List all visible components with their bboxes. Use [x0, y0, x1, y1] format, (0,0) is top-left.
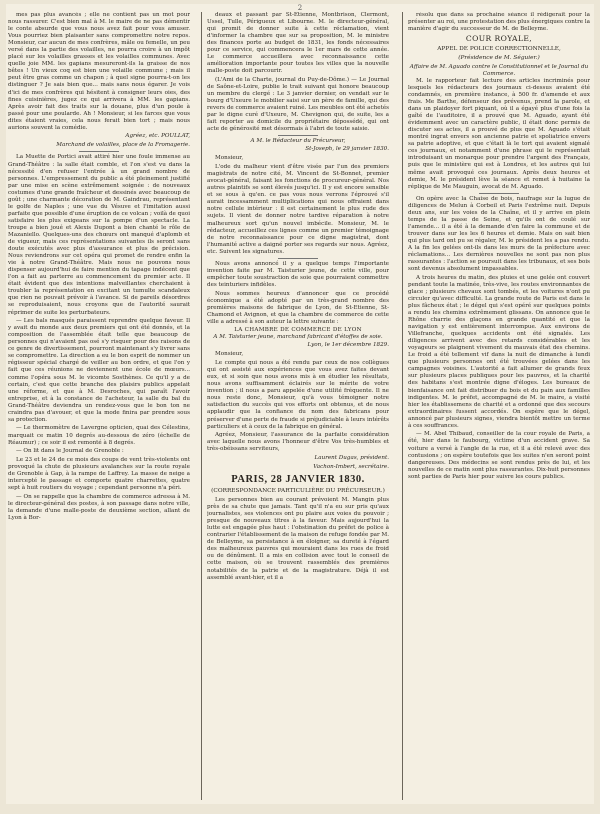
- section-subheading: APPEL DE POLICE CORRECTIONNELLE,: [437, 45, 561, 52]
- signature-title: Marchand de volailles, place de la Fromagerie.: [56, 142, 190, 149]
- column-1: [8, 12, 190, 802]
- column-divider-2: [402, 12, 403, 800]
- article-paragraph: (L'Ami de la Charte, journal du Puy-de-Dôme.) — Le Journal de Saône-et-Loire, publie le trait suivant qui honore beaucoup un membre du clergé : Le 3 janvier dernier, on vendait sur le bourg d'Uxeure le mobilier saisi sur un père de famille, qui des revers de commerce avaient ruiné. Les meubles ont été achetés par le digne curé d'Uxeure, M. Chevignon qui, de suite, les a fait reporter au domicile du propriétaire dépossédé, qui ont acte de générosité met désormais à l'abri de toute saisie.: [207, 77, 389, 133]
- article-paragraph: Agréez, Monsieur, l'assurance de la parfaite considération avec laquelle nous avons l'honneur d'être Vos très-humbles et très-obéissans serviteurs,: [207, 432, 389, 453]
- article-paragraph: Monsieur,: [215, 155, 244, 162]
- letter-header: A M. le Rédacteur du Précurseur,: [250, 138, 346, 145]
- article-paragraph: L'ode du malheur vient d'être visée par l'un des premiers magistrats de notre cité, M. Vincent de St-Bonnet, premier avocat-général, faisant les fonctions de procureur-général. Nos autres plaintifs se sont élevés jusqu'ici. Il y est encore sensible et se sous à qu'en. ce pas vous nous verrons l'éprouvé s'il aurait incessamment multiplications qui nous offraient dans notre cellule intérieur : il est certainement le plus rude des sujets. Il vient de donner notre tardive réparation à notre malheureux sort qu'un nouvel imbécile. Monsieur, M. le rédacteur, accueillez ces lignes comme un premier témoignage de notre reconnaissance pour ce digne magistrat, dont l'humanité active a daigné porter ses regards sur nous. Agréez, etc. Suivent les signatures.: [207, 164, 389, 255]
- article-paragraph: résolu que dans sa prochaine séance il rédigerait pour la présenter au roi, une protestation des plus énergiques contre la manière d'agir du successeur de M. de Belleyme.: [408, 12, 590, 33]
- letter-header: LA CHAMBRE DE COMMERCE DE LYON: [234, 327, 362, 334]
- article-paragraph: — Le thermomètre de Lavergne opticien, quai des Célestins, marquait ce matin 10 degrés au-dessous de zéro (échelle de Réaumur) ; ce soir il est remonté à 8 degrés.: [8, 425, 190, 446]
- letter-recipient: A M. Taisturier jeune, marchand fabricant d'étoffes de soie.: [213, 334, 383, 341]
- article-paragraph: — M. Abel Thibaud, conseiller de la cour royale de Paris, a été, hier dans le faubourg, victime d'un accident grave. Sa voiture a versé à l'angle de la rue, et il a été relevé avec des contusions ; on espère toutefois que les suites n'en seront point dangereuses. Des médecins se sont rendus près de lui, et les nouvelles de ce matin sont plus rassurantes. Dix-huit personnes sont parties de Paris hier pour suivre les cours publics.: [408, 431, 590, 480]
- article-paragraph: Nous avons annoncé il y a quelque temps l'importante invention faite par M. Taisturier jeune, de cette ville, pour empêcher toute soustraction de soie que pourraient commettre des teinturiers infidèles.: [207, 260, 389, 288]
- letter-date: St-Joseph, le 29 janvier 1830.: [305, 146, 389, 153]
- article-paragraph: On opère avec la Chaise de bois, naufrage sur la lugue de diligences de Melun à Corbeil et Paris l'extrême nuit. Depuis deux ans, sur les voies de la Chaîne, et il y arrive en plein temps de la passe de Seine, et qu'ils ont de coulé sur l'amende... il a été à la demande d'en faire la commune et de trouver dans sur les les 6 heures et demie. Mais on sait bien qui plus tard ont pu se régaler, M. le président les a pas rendu. A la fin les gelées ont-ils dans les murs de la préfecture avec réclamations... Les dernières nouvelles ne sont pas non plus rassurantes : l'action se poursuit dans les tribunaux, et ses bois sont devenus absolument impassables.: [408, 195, 590, 273]
- article-paragraph: deaux et passant par St-Etienne, Montbrison, Clermont, Ussel, Tulle, Périgueux et Libourne. M. le directeur-général, qui promit de donner suite à cette réclamation, vient d'informer la chambre que sur sa proposition, M. le ministre des finances porte au budget de 1831, les fonds nécessaires pour ce service, qui commencera le 1er mars de cette année. Le commerce accueillera avec reconnaissance cette amélioration importante pour toutes les villes que la nouvelle malle-poste doit parcourir.: [207, 12, 389, 75]
- separator: [278, 258, 318, 259]
- article-paragraph: M. le rapporteur fait lecture des articles incriminés pour lesquels les rédacteurs des journaux ci-dessus avaient été condamnés, en première instance, à 500 fr. d'amende et aux frais. Me Barthe, défenseur des prévenus, prend la parole, et dans un plaidoyer fort piquant, où il a égayé plus d'une fois la gaîté de l'auditoire, il a prouvé que M. Aguado, ayant été évidemment avec un caractère public, il était donc permis de discuter ses actes, il a prouvé de plus que M. Aguado s'était montré ingrat envers son ancienne patrie et spoliatrice envers sa patrie adoptive, et que c'était là le tort qui avaient signalé ces journaux, et notamment d'une phrase qui le représentait introduisant un monarque pour prendre l'argent des Français, puis que le ministère qui est à Londres, et les autres qui lui même avait provoqué ces journaux. Après deux heures et demie, M. le président lève la séance et remet à huitaine la réplique de Me Mauguin, avocat de M. Aguado.: [408, 77, 590, 190]
- page-number: 2: [297, 4, 303, 12]
- separator: [479, 193, 519, 194]
- letter-date: Lyon, le 1er décembre 1829.: [307, 342, 389, 349]
- separator: [79, 151, 119, 152]
- article-paragraph: La Muette de Portici avait attiré hier une foule immense au Grand-Théâtre : la salle était comble, et l'on s'est vu dans la nécessité d'en refuser l'entrée à un grand nombre de personnes. L'empressement du public a été pleinement justifié par une mise en scène extrêmement soignée : de nouveaux costumes d'une grande fraîcheur et dessinés avec beaucoup de goût ; une charmante décoration de M. Gaindrau, représentant le golfe de Naples ; une vue du Vésuve et l'imitation aussi parfaite que possible d'une éruption de ce volcan ; voilà de quoi satisfaire les plus exigeans sur la pompe d'un spectacle. La troupe a bien joué et Alexis Dupont a bien chanté le rôle de Mazaniello. Quelques-uns des chœurs ont manqué d'aplomb et de vigueur, mais ces représentations suivantes ils seront sans doute exécutés avec plus d'assurance et plus de précision. Nous reviendrons sur cet opéra qui promet de rendre enfin la vie à notre Grand-Théâtre. Mais nous ne pouvons nous dispenser aujourd'hui de faire mention du tapage indécent que l'on a fait au parterre au commencement du premier acte. Il était évident que des intentions malveillantes cherchaient à troubler la représentation en excitant un tumulte scandaleux que rien ne pouvait prévoir à l'avance. Si de pareils désordres se reproduisaient, nous croyons que de l'autorité saurait réprimer de suite les perturbateurs.: [8, 154, 190, 316]
- article-paragraph: Les personnes bien au courant prévoient M. Mangin plus près de sa chute que jamais. Tant qu'il n'a eu sur pris qu'aux journalistes, ses violences ont pu plaire aux voies du pouvoir ; presque de nouveaux titres à la faveur. Mais aujourd'hui la lutte est engagée plus haut : l'obstination du préfet de police à contrarier l'établissement de la maison de refuge fondée par M. de Belleyme, sa persistance à en éloigner, sa dureté à l'égard des malheureux pauvres qui mouraient dans les rues de froid ou de dénûment. Il a mis en collision avec tout le conseil de cette maison, où se trouvent rassemblés des premières notabilités de la patrie et de la magistrature. Déjà il est assemblé avant-hier, et il a: [207, 497, 389, 581]
- signature: Laurent Dugas, président.: [314, 454, 389, 461]
- section-subheading: (CORRESPONDANCE PARTICULIÈRE DU PRÉCURSEUR.): [211, 488, 385, 495]
- signature: Agréez, etc. POULLAT,: [125, 133, 190, 140]
- case-title: Affaire de M. Aguado contre le Constitutionnel et le Journal du Commerce.: [409, 63, 589, 77]
- section-heading: PARIS, 28 JANVIER 1830.: [231, 474, 365, 486]
- article-paragraph: A trois heures du matin, des pluies et une gelée ont couvert pendant toute la matinée, très-vive, les routes environnantes de glace ; plusieurs chevaux sont tombés, et les voitures n'ont pu circuler qu'avec difficulté. La grande route de Paris est dans le plus fâcheux état ; le dégel qui s'est opéré sur quelques points a rendu les chemins extrêmement glissans. On annonce que le Rhône charrie des glaçons en grande quantité et que la navigation y est entièrement interrompue. Aux environs de Villefranche, quelques accidents ont été signalés. Les diligences arrivent avec des retards considérables et les voyageurs se plaignent vivement du mauvais état des chemins. Le froid a été tellement vif dans la nuit de dimanche à lundi que plusieurs personnes ont été trouvées gelées dans les campagnes voisines. L'autorité a fait allumer de grands feux sur plusieurs places publiques pour les pauvres, et la charité des habitans s'est montrée digne d'éloges. Les bureaux de bienfaisance ont fait distribuer du bois et du pain aux familles indigentes. M. le préfet, accompagné de M. le maire, a visité hier les établissemens de charité et a ordonné que des secours extraordinaires fussent accordés. On espère que le dégel, annoncé par plusieurs signes, viendra bientôt mettre un terme à ces souffrances.: [408, 274, 590, 429]
- article-paragraph: — On lit dans le Journal de Grenoble :: [16, 448, 124, 455]
- section-heading: COUR ROYALE,: [465, 34, 533, 44]
- article-paragraph: Monsieur,: [215, 351, 244, 358]
- article-paragraph: Le 23 et le 24 de ce mois des coups de vent très-violents ont provoqué la chute de plusieurs avalanches sur la route royale de Grenoble à Gap, à la rampe de Laffrey. La masse de neige a intercepté le passage et comporte quatre charrettes, quatre sept à huit routiers du voyage ; cependant personne n'a péri.: [8, 456, 190, 492]
- article-paragraph: mes pas plus avancés ; elle ne contient pas un mot pour nous rassurer. C'est bien mal à M. le maire de ne pas démentir le conte absurde que vous nous avez fait pour vous amuser. Vous pourriez bien plaisanter sans compromettre notre repos. Monsieur, car aucun de mes confrères, mâle ou femelle, un peu versé dans la partie des volailles, ne pourra croire à un impôt placé sur les volailles grasses et les volailles communes. Avec quelle joie MM. les gapians mesureront-ils la graisse de nos bêtes ! Un vieux coq est bien une volaille commune ; mais il peut être gras comme un chapon ; à quel signe pourra-t-on les distinguer ? Je sais bien que... mais sans nous égarer. Je vois d'ici de mes confrères qui hésitent à consigner leurs oies, des fines cuisinières, jugez ce qui arrivera à MM. les gapians. Après avoir fait des traits sur la douane, plus d'un poule à passé pour une poularde. Ah ! Monsieur, si les farces que vous dites étaient vraies, cela nous ferait bien tort ; mais nous aurions souvent la comédie.: [8, 12, 190, 131]
- article-paragraph: — On se rappelle que la chambre de commerce adressa à M. le directeur-général des postes, à son passage dans notre ville, la demande d'une malle-poste de deuxième section, allant de Lyon à Bor-: [8, 493, 190, 521]
- column-3: [408, 12, 590, 802]
- separator: [278, 135, 318, 136]
- column-divider-1: [201, 12, 202, 800]
- signature: Vachon-Imbert, secrétaire.: [313, 463, 389, 470]
- presidency-line: (Présidence de M. Séguier.): [458, 54, 540, 61]
- column-2: [207, 12, 389, 802]
- newspaper-page: [6, 4, 594, 804]
- article-paragraph: — Les bals masqués paraissent reprendre quelque faveur. Il y avait du monde aux deux premiers qui ont été donnés, et la composition de l'assemblée était telle que beaucoup de personnes qui n'avaient pas osé s'y risquer pour des raisons de ce genre de divertissement, pourront maintenant s'y livrer sans se compromettre. La direction a eu le bon esprit de nommer un régisseur spécial chargé de veiller au bon ordre, et que l'on y fait que ces réunions ne deviennent une école de mœurs... comme l'opéra sous M. le vicomte Sosthènes. Ce qu'il y a de certain, c'est que cette branche des plaisirs publics appelait une réforme, et que à M. Desroches, qui paraît l'avoir entreprise, et à la constance de l'acheteur, la salle du bal du Grand-Théâtre deviendra un rendez-vous que le bon ton ne craindra pas d'avouer, et que la mode finira par prendre sous sa protection.: [8, 318, 190, 423]
- article-paragraph: Le compte qui nous a été rendu par ceux de nos collègues qui ont assisté aux expériences que vous avez faites devant eux, et si soin que nous avons mis à en étudier les résultats, nous avons suffisamment éclairés sur le mérite de votre invention ; il nous a paru appelée d'une utilité fréquente. Il ne nous reste donc, Monsieur, qu'à vous témoigner notre satisfaction du succès qui vos efforts ont obtenus, et de nous applaudir que la confiance du nom des fabricans pour préserver d'une perte de fraude si préjudiciable à leurs intérêts particuliers et à ceux de la fabrique en général.: [207, 360, 389, 430]
- article-paragraph: Nous sommes heureux d'annoncer que ce procédé économique a été adopté par un très-grand nombre des premières maisons de fabrique de Lyon, de St-Etienne, St-Chamond et Avignon, et que la chambre de commerce de cette ville a adressé à son auteur la lettre suivante :: [207, 290, 389, 325]
